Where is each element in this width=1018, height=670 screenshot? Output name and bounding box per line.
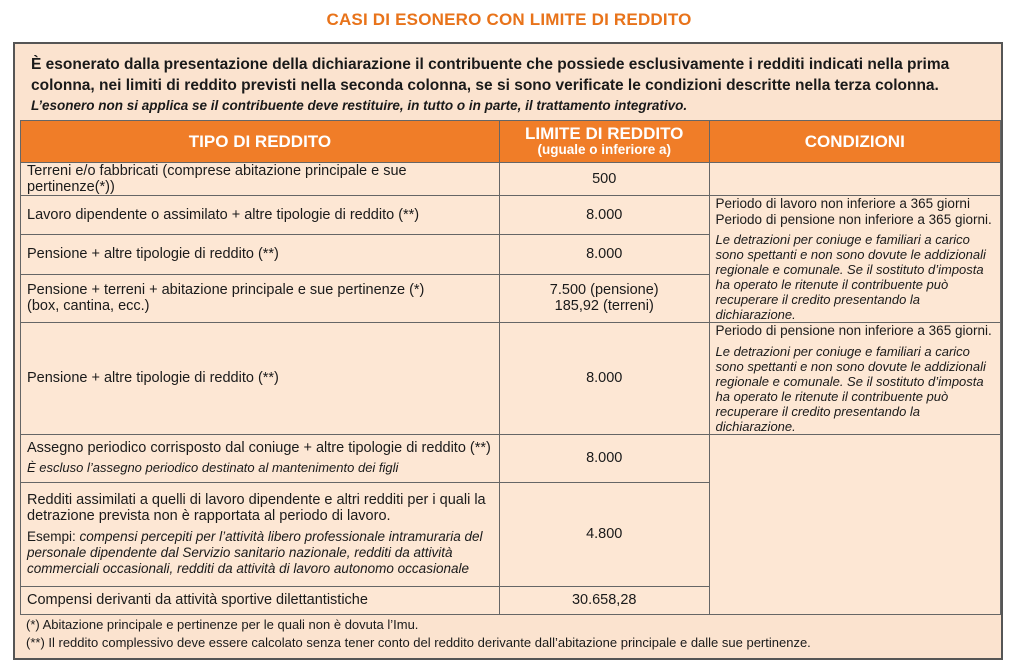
- header-limite-subtitle: (uguale o inferiore a): [537, 141, 671, 157]
- footnote-1: (*) Abitazione principale e pertinenze per le quali non è dovuta l’Imu.: [26, 617, 419, 632]
- row-tipo: Pensione + altre tipologie di reddito (**): [21, 323, 500, 435]
- footnote-2: (**) Il reddito complessivo deve essere calcolato senza tener conto del reddito derivante dall’abitazione principale e dalle sue pertinenze.: [26, 635, 811, 650]
- row-limite-cell: [499, 274, 709, 322]
- row-limite: 4.800: [499, 482, 709, 586]
- condition-note: Le detrazioni per coniuge e familiari a carico sono spettanti e non sono dovute le addizionali regionale e comunale. Se il sostituto d’imposta ha operato le ritenute il contribuente può recuperare il credito presentando la dichiarazione.: [715, 343, 986, 434]
- row-tipo-detail: (box, cantina, ecc.): [27, 298, 150, 315]
- row-condizioni-empty: [709, 434, 1000, 614]
- row-tipo-cell: [21, 482, 500, 586]
- row-tipo-cell: [21, 434, 500, 482]
- header-limite-title: LIMITE DI REDDITO: [525, 123, 684, 143]
- header-limite: [499, 121, 709, 163]
- conditions-group-1: [709, 196, 1000, 323]
- row-tipo: Terreni e/o fabbricati (comprese abitazione principale e sue pertinenze(*)): [21, 163, 500, 196]
- row-tipo: Pensione + altre tipologie di reddito (**): [21, 234, 500, 274]
- intro: [31, 54, 991, 115]
- condition-line: Periodo di pensione non inferiore a 365 giorni.: [715, 323, 992, 338]
- row-limite: 7.500 (pensione): [549, 282, 659, 299]
- conditions-group-2: [709, 323, 1000, 435]
- page-title: CASI DI ESONERO CON LIMITE DI REDDITO: [326, 10, 692, 29]
- income-limits-table: [20, 120, 1001, 615]
- table-row: [21, 434, 1001, 482]
- row-limite: 8.000: [499, 196, 709, 235]
- row-tipo: Lavoro dipendente o assimilato + altre tipologie di reddito (**): [21, 196, 500, 235]
- row-tipo-note: È escluso l’assegno periodico destinato al mantenimento dei figli: [27, 460, 399, 475]
- row-tipo: Compensi derivanti da attività sportive dilettantistiche: [21, 586, 500, 614]
- row-limite: 30.658,28: [499, 586, 709, 614]
- exemption-box: [13, 42, 1003, 660]
- row-condizioni-empty: [709, 163, 1000, 196]
- examples-text: compensi percepiti per l’attività libero professionale intramuraria del personale dipendente dal Servizio sanitario nazionale, redditi da attività commerciali occasionali, redditi da attività di lavoro autonomo occasionale: [27, 528, 483, 576]
- row-limite-detail: 185,92 (terreni): [554, 298, 654, 315]
- row-tipo: Pensione + terreni + abitazione principale e sue pertinenze (*): [27, 282, 425, 299]
- row-examples: [27, 529, 493, 577]
- header-condizioni: CONDIZIONI: [709, 121, 1000, 163]
- row-limite: 8.000: [499, 323, 709, 435]
- header-tipo: TIPO DI REDDITO: [21, 121, 500, 163]
- row-limite: 8.000: [499, 234, 709, 274]
- intro-note: L’esonero non si applica se il contribuente deve restituire, in tutto o in parte, il trattamento integrativo.: [31, 98, 688, 113]
- intro-text: È esonerato dalla presentazione della dichiarazione il contribuente che possiede esclusivamente i redditi indicati nella prima colonna, nei limiti di reddito previsti nella seconda colonna, se si sono verificate le condizioni descritte nella terza colonna.: [31, 56, 950, 94]
- condition-line: Periodo di lavoro non inferiore a 365 giorni: [715, 196, 970, 211]
- condition-line: Periodo di pensione non inferiore a 365 giorni.: [715, 211, 992, 227]
- examples-label: Esempi:: [27, 528, 76, 544]
- row-limite: 8.000: [499, 434, 709, 482]
- table-row: [21, 196, 1001, 235]
- table-header-row: [21, 121, 1001, 163]
- footnotes: [26, 616, 811, 652]
- row-limite: 500: [499, 163, 709, 196]
- row-tipo: Redditi assimilati a quelli di lavoro dipendente e altri redditi per i quali la detrazione prevista non è rapportata al periodo di lavoro.: [27, 491, 486, 524]
- row-tipo-cell: [21, 274, 500, 322]
- row-tipo: Assegno periodico corrisposto dal coniuge + altre tipologie di reddito (**): [27, 440, 491, 456]
- table-row: [21, 163, 1001, 196]
- table-row: [21, 323, 1001, 435]
- condition-note: Le detrazioni per coniuge e familiari a carico sono spettanti e non sono dovute le addizionali regionale e comunale. Se il sostituto d’imposta ha operato le ritenute il contribuente può recuperare il credito presentando la dichiarazione.: [715, 232, 986, 322]
